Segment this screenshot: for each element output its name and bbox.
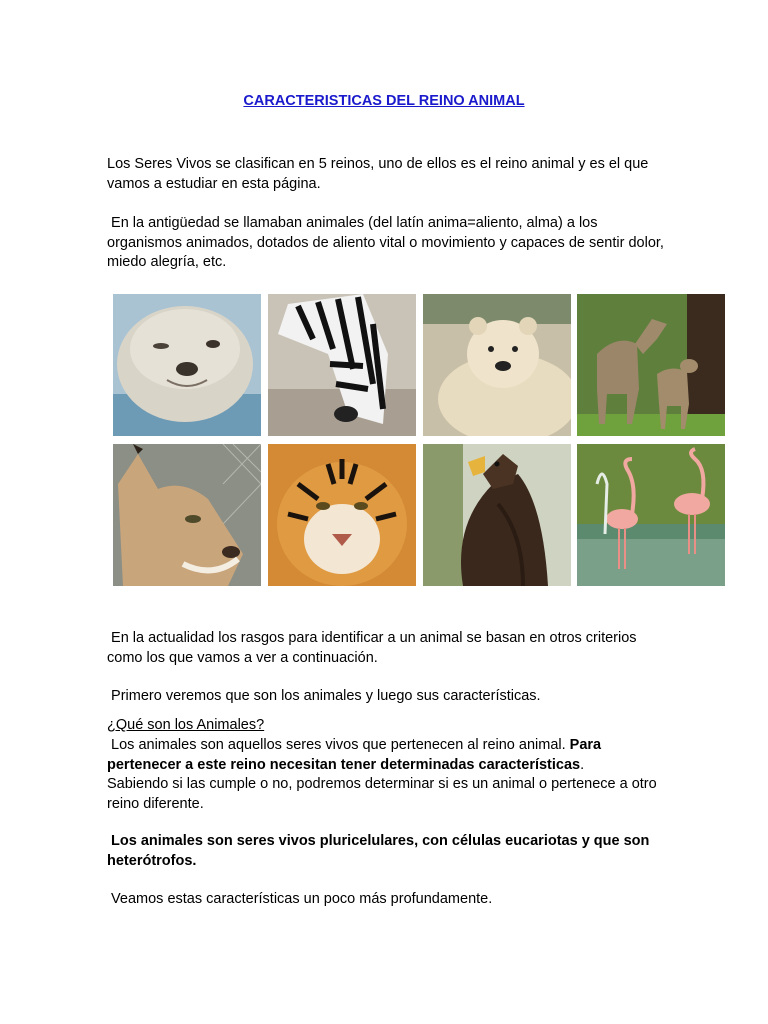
definition-rest-text: Sabiendo si las cumple o no, podremos determinar si es un animal o pertenece a otro reino diferente. xyxy=(107,776,657,812)
deer-photo xyxy=(577,294,725,436)
seal-photo xyxy=(113,294,261,436)
intro-paragraph: Los Seres Vivos se clasifican en 5 reinos, uno de ellos es el reino animal y es el que vamos a estudiar en esta página. xyxy=(107,156,649,192)
zebra-photo xyxy=(268,294,416,436)
overview-paragraph: Primero veremos que son los animales y luego sus características. xyxy=(107,688,541,704)
flamingos-photo xyxy=(577,444,725,586)
antiquity-paragraph: En la antigüedad se llamaban animales (del latín anima=aliento, alma) a los organismos animados, dotados de aliento vital o movimiento y capaces de sentir dolor, miedo alegría, etc. xyxy=(107,215,668,270)
definition-period: . xyxy=(580,756,585,773)
animal-photo-grid xyxy=(113,294,725,588)
closing-paragraph: Veamos estas características un poco más profundamente. xyxy=(107,891,493,907)
definition-bold-text: Para pertenecer a este reino necesitan tener determinadas características xyxy=(107,737,602,773)
eagle-photo xyxy=(423,444,571,586)
tiger-photo xyxy=(268,444,416,586)
polar-bear-photo xyxy=(423,294,571,436)
question-heading: ¿Qué son los Animales? xyxy=(107,717,265,733)
key-definition-paragraph: Los animales son seres vivos pluricelulares, con células eucariotas y que son heterótrofos. xyxy=(107,833,654,869)
lynx-photo xyxy=(113,444,261,586)
page-title: CARACTERISTICAS DEL REINO ANIMAL xyxy=(243,93,525,109)
modern-criteria-paragraph: En la actualidad los rasgos para identificar a un animal se basan en otros criterios como los que vamos a ver a continuación. xyxy=(107,630,641,666)
definition-paragraph xyxy=(107,736,667,814)
definition-text: Los animales son aquellos seres vivos que pertenecen al reino animal. xyxy=(107,737,570,753)
